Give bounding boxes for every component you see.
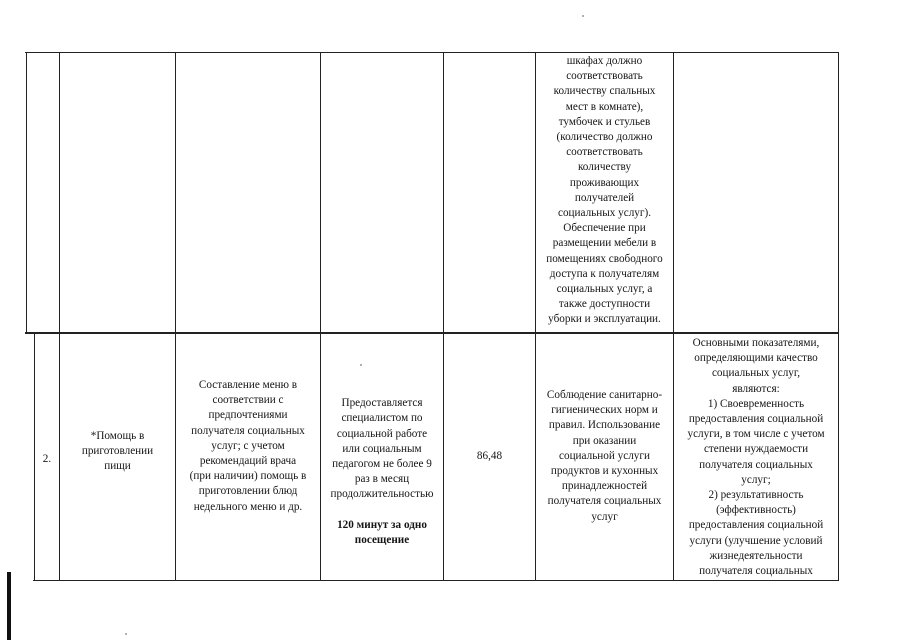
scan-edge-mark: [7, 572, 11, 640]
scan-speck: [360, 364, 362, 366]
service-conditions-bold: 120 минут за одно посещение: [337, 518, 427, 547]
col-border-0: [26, 52, 27, 332]
quality-indicators: Основными показателями, определяющими качество социальных услуг, являются: 1) Своевременность предоставления социальной услуги, в том числе с учетом степени нуждаемости получателя социальных услуг; 2) результативность (эффективность) предоставления социальной услуги (улучшение условий жизнедеятельности получателя социальных: [687, 337, 825, 578]
scan-speck: [582, 15, 584, 17]
continuation-requirements-text: шкафах должно соответствовать количеству спальных мест в комнате), тумбочек и стульев (количество должно соответствовать количеству проживающих получателей социальных услуг). Обеспечение при размещении мебели в помещениях свободного доступа к получателям социальных услуг, а также доступности уборки и эксплуатации.: [546, 55, 663, 326]
col-border-4: [443, 52, 444, 581]
row-separator: [25, 332, 839, 334]
table-top-border: [25, 52, 839, 53]
service-name: *Помощь в приготовлении пищи: [81, 430, 154, 473]
service-conditions: [321, 381, 443, 548]
service-tariff: 86,48: [476, 450, 503, 462]
row-number: 2.: [42, 453, 52, 465]
col-border-1: [59, 52, 60, 581]
service-conditions-normal: Предоставляется специалистом по социальной работе или социальным педагогом не более 9 раз в месяц продолжительностью: [330, 397, 434, 501]
scan-speck: [125, 633, 127, 635]
service-requirements: Соблюдение санитарно- гигиенических норм и правил. Использование при оказании социальной услуги продуктов и кухонных принадлежностей получателя социальных услуг: [546, 389, 663, 523]
col-border-7: [838, 52, 839, 581]
table-bottom-border: [33, 580, 839, 581]
service-description: Составление меню в соответствии с предпочтениями получателя социальных услуг; с учетом рекомендаций врача (при наличии) помощь в приготовлении блюд недельного меню и др.: [189, 379, 307, 513]
